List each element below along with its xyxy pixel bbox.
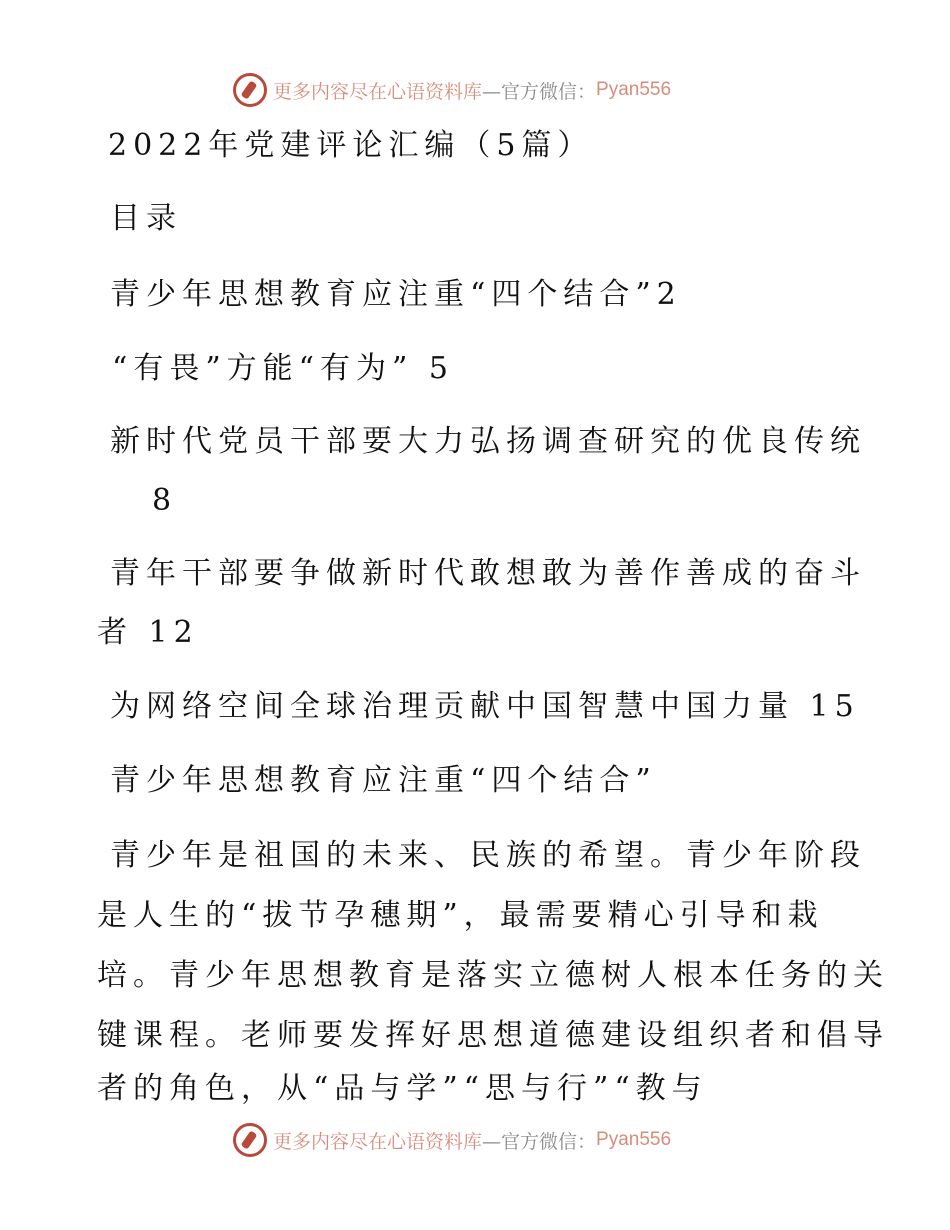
toc-item: 青少年思想教育应注重“四个结合”2 bbox=[110, 277, 682, 312]
toc-heading: 目录 bbox=[110, 201, 182, 236]
toc-item-page: 者 12 bbox=[97, 615, 199, 650]
pen-logo-icon bbox=[233, 1123, 267, 1157]
toc-item: “有畏”方能“有为” 5 bbox=[112, 351, 454, 386]
document-title: 2022年党建评论汇编（5篇） bbox=[108, 128, 594, 163]
body-line: 者的角色，从“品与学”“思与行”“教与 bbox=[97, 1071, 708, 1106]
toc-item: 为网络空间全球治理贡献中国智慧中国力量 15 bbox=[110, 689, 860, 724]
toc-item-page: 8 bbox=[152, 483, 178, 518]
body-line: 青少年是祖国的未来、民族的希望。青少年阶段 bbox=[110, 838, 866, 873]
body-line: 键课程。老师要发挥好思想道德建设组织者和倡导 bbox=[97, 1018, 889, 1053]
pen-logo-icon bbox=[233, 73, 267, 107]
section-title: 青少年思想教育应注重“四个结合” bbox=[110, 763, 657, 798]
footer-watermark: 更多内容尽在心语资料库 —官方微信： Pyan556 bbox=[233, 1120, 671, 1160]
header-watermark: 更多内容尽在心语资料库 —官方微信： Pyan556 bbox=[233, 70, 671, 110]
toc-item: 青年干部要争做新时代敢想敢为善作善成的奋斗 bbox=[110, 556, 866, 591]
body-line: 培。青少年思想教育是落实立德树人根本任务的关 bbox=[97, 958, 889, 993]
toc-item: 新时代党员干部要大力弘扬调查研究的优良传统 bbox=[110, 424, 866, 459]
body-line: 是人生的“拔节孕穗期”，最需要精心引导和栽 bbox=[97, 898, 824, 933]
